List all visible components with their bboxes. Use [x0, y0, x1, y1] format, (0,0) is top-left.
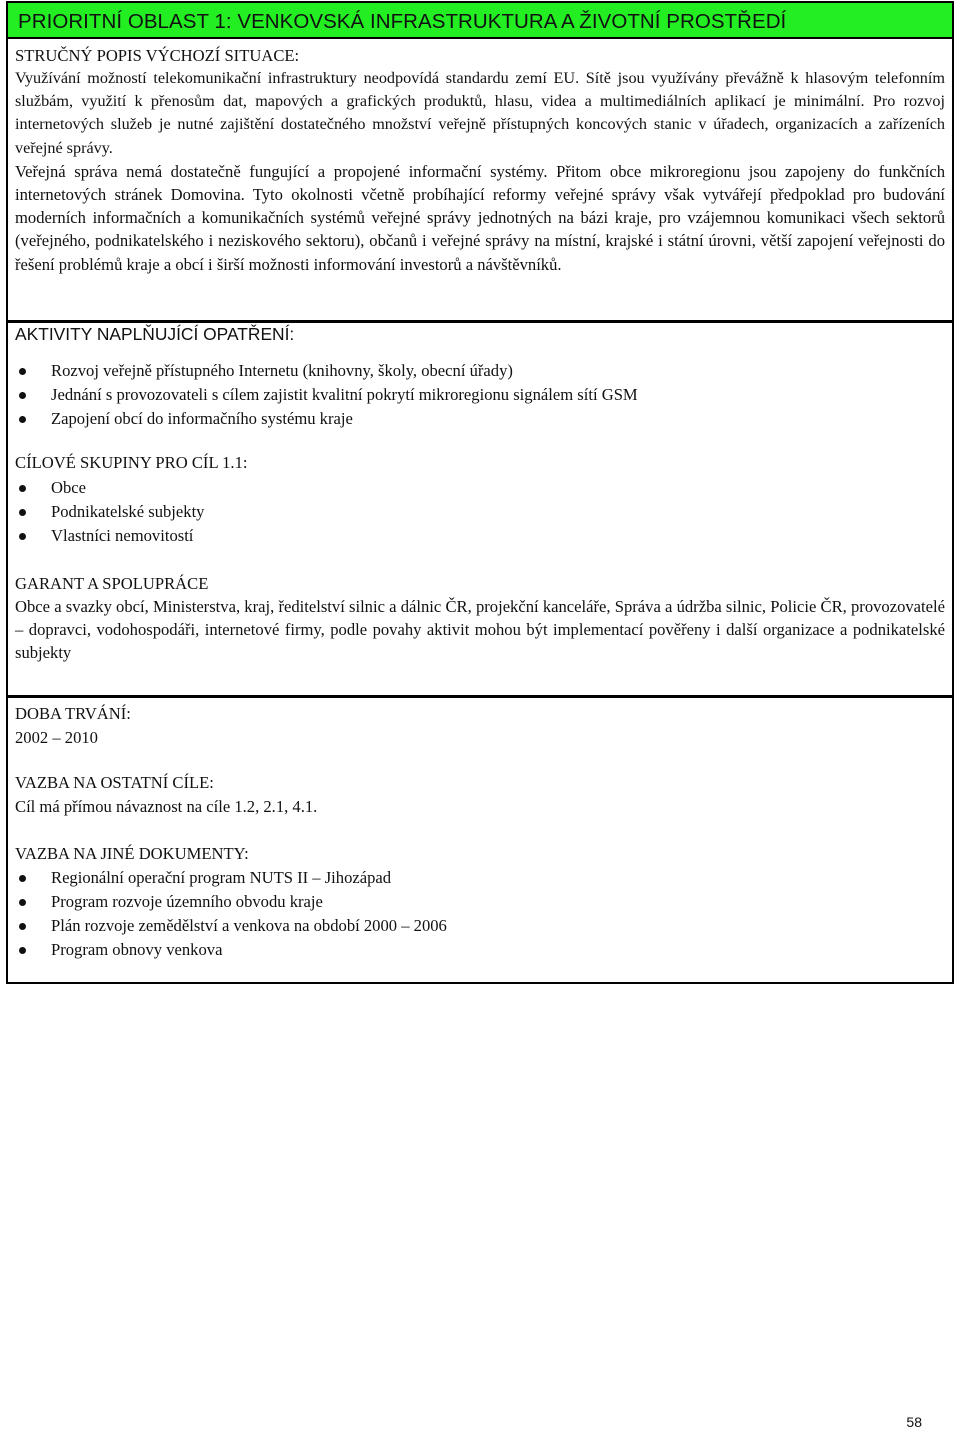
list-item: Rozvoj veřejně přístupného Internetu (knihovny, školy, obecní úřady) [15, 359, 945, 383]
bullet-icon [19, 485, 26, 492]
guarantor-section [15, 573, 945, 665]
guarantor-text: Obce a svazky obcí, Ministerstva, kraj, ředitelství silnic a dálnic ČR, projekční kanceláře, Správa a údržba silnic, Policie ČR, provozovatelé – dopravci, vodohospodáři, internetové firmy, podle povahy aktivit mohou být implementací pověřeny i další organizace a podnikatelské subjekty [15, 597, 945, 663]
list-item: Program obnovy venkova [15, 938, 945, 962]
target-groups-list [15, 476, 945, 548]
activities-heading: AKTIVITY NAPLŇUJÍCÍ OPATŘENÍ: [15, 324, 295, 344]
list-item: Vlastníci nemovitostí [15, 524, 945, 548]
bullet-icon [19, 875, 26, 882]
bullet-icon [19, 947, 26, 954]
bullet-icon [19, 392, 26, 399]
activities-section [15, 323, 945, 431]
bullet-icon [19, 533, 26, 540]
links-goals-text: Cíl má přímou návaznost na cíle 1.2, 2.1, 4.1. [15, 797, 318, 816]
list-item: Obce [15, 476, 945, 500]
list-item: Plán rozvoje zemědělství a venkova na období 2000 – 2006 [15, 914, 945, 938]
section-title-bar [6, 1, 954, 39]
situation-paragraph-1: Využívání možností telekomunikační infrastruktury neodpovídá standardu zemí EU. Sítě jsou využívány převážně k hlasovým telefonním službám, využití k přenosům dat, mapových a grafických produktů, hlasu, videa a multimediálních aplikací je minimální. Pro rozvoj internetových služeb je nutné zajištění dostatečného množství veřejně přístupných koncových stanic v úřadech, organizacích a zařízeních veřejné správy. [15, 69, 945, 157]
activities-box [6, 321, 954, 697]
list-item: Podnikatelské subjekty [15, 500, 945, 524]
situation-paragraph-2: Veřejná správa nemá dostatečně fungující a propojené informační systémy. Přitom obce mikroregionu jsou zapojeny do funkčních internetových stránek Domovina. Tyto okolnosti včetně probíhající reformy veřejné správy však vytvářejí předpoklad pro budování moderních informačních a komunikačních systémů veřejné správy jednotných na bázi kraje, pro vzájemnou komunikaci všech sektorů (veřejného, podnikatelského i neziskového sektoru), občanů i veřejné správy na místní, krajské i státní úrovni, větší zapojení veřejnosti do řešení problémů kraje a obcí i širší možnosti informování investorů a návštěvníků. [15, 161, 945, 274]
links-documents-list [15, 866, 945, 962]
duration-text: 2002 – 2010 [15, 728, 98, 747]
duration-heading: DOBA TRVÁNÍ: [15, 704, 131, 723]
links-goals-heading: VAZBA NA OSTATNÍ CÍLE: [15, 773, 214, 792]
bullet-icon [19, 509, 26, 516]
list-item: Jednání s provozovateli s cílem zajistit kvalitní pokrytí mikroregionu signálem sítí GSM [15, 383, 945, 407]
list-item: Regionální operační program NUTS II – Jihozápad [15, 866, 945, 890]
situation-heading: STRUČNÝ POPIS VÝCHOZÍ SITUACE: [15, 46, 300, 65]
links-documents-heading: VAZBA NA JINÉ DOKUMENTY: [15, 844, 249, 863]
bullet-icon [19, 368, 26, 375]
links-documents-section [15, 843, 945, 962]
list-item: Program rozvoje územního obvodu kraje [15, 890, 945, 914]
links-goals-section [15, 772, 945, 818]
page-number: 58 [906, 1414, 922, 1430]
guarantor-heading: GARANT A SPOLUPRÁCE [15, 574, 209, 593]
situation-section [15, 45, 945, 276]
bullet-icon [19, 416, 26, 423]
target-groups-section [15, 452, 945, 548]
section-title: PRIORITNÍ OBLAST 1: VENKOVSKÁ INFRASTRUKTURA A ŽIVOTNÍ PROSTŘEDÍ [18, 10, 787, 33]
bullet-icon [19, 899, 26, 906]
bullet-icon [19, 923, 26, 930]
situation-box [6, 39, 954, 322]
target-groups-heading: CÍLOVÉ SKUPINY PRO CÍL 1.1: [15, 453, 248, 472]
activities-list [15, 359, 945, 431]
duration-section [15, 703, 945, 749]
duration-links-box [6, 696, 954, 984]
list-item: Zapojení obcí do informačního systému kraje [15, 407, 945, 431]
